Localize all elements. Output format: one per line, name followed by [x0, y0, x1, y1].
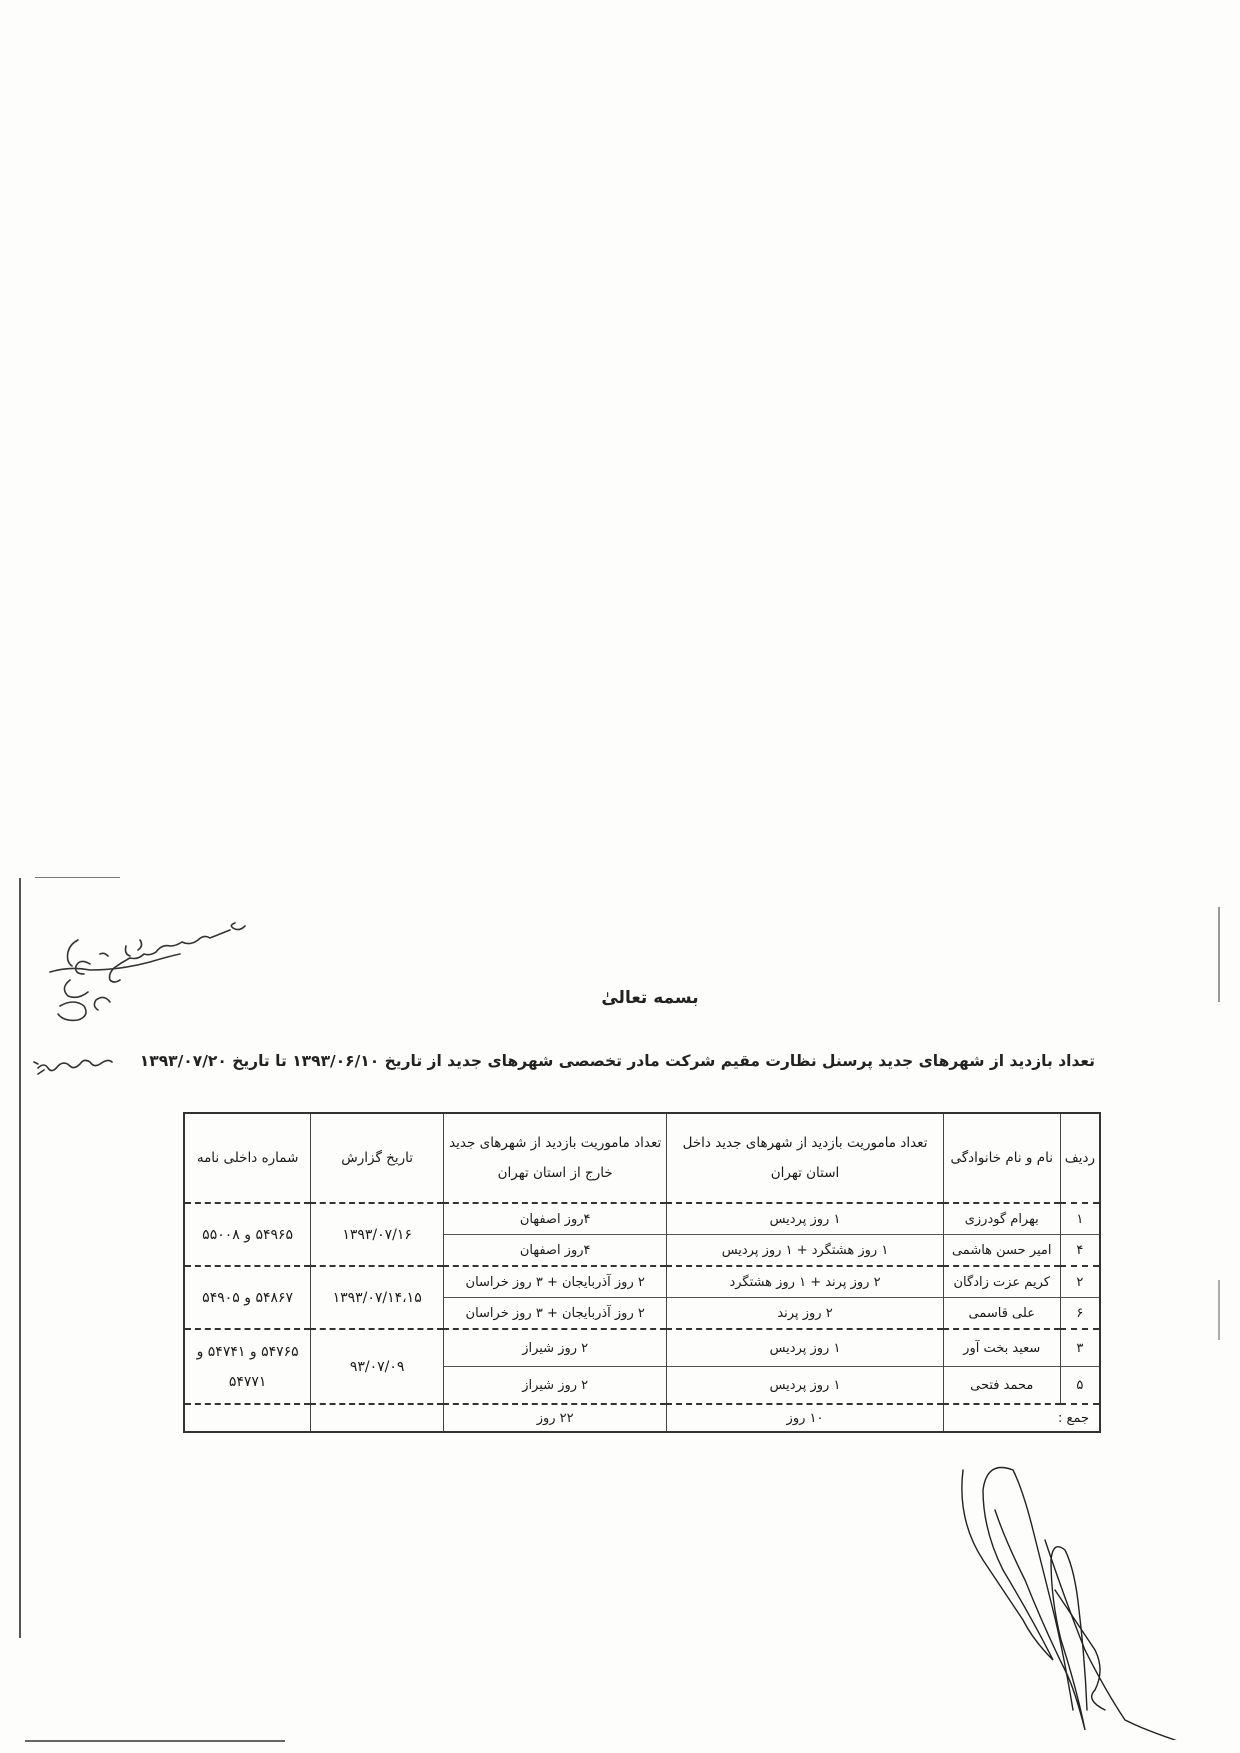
- scan-edge-line: [35, 877, 120, 878]
- scan-edge-line: [1218, 907, 1220, 1002]
- scan-edge-line: [25, 1740, 285, 1742]
- cell-radif: ۱: [1060, 1203, 1100, 1235]
- cell-name: امیر حسن هاشمی: [943, 1235, 1060, 1267]
- cell-letter-number: ۵۴۸۶۷ و ۵۴۹۰۵: [184, 1266, 311, 1329]
- scan-edge-line: [19, 878, 21, 1638]
- cell-outside: ۴روز اصفهان: [444, 1235, 667, 1267]
- table-row: [184, 1203, 1100, 1235]
- cell-outside: ۲ روز آذربایجان + ۳ روز خراسان: [444, 1298, 667, 1330]
- visits-table: [183, 1112, 1101, 1433]
- table-row: [184, 1329, 1100, 1367]
- total-empty-cell: [311, 1404, 444, 1432]
- cell-letter-number: ۵۴۷۶۵ و ۵۴۷۴۱ و ۵۴۷۷۱: [184, 1329, 311, 1404]
- table-row: [184, 1266, 1100, 1298]
- cell-outside: ۲ روز شیراز: [444, 1329, 667, 1367]
- cell-outside: ۴روز اصفهان: [444, 1203, 667, 1235]
- header-outside-province: تعداد ماموریت بازدید از شهرهای جدید خارج از استان تهران: [444, 1113, 667, 1203]
- cell-radif: ۵: [1060, 1367, 1100, 1405]
- cell-inside: ۲ روز پرند: [667, 1298, 943, 1330]
- cell-report-date: ۱۳۹۳/۰۷/۱۶: [311, 1203, 444, 1266]
- scan-edge-line: [1218, 1280, 1220, 1340]
- cell-inside: ۱ روز پردیس: [667, 1329, 943, 1367]
- cell-report-date: ۱۳۹۳/۰۷/۱۴،۱۵: [311, 1266, 444, 1329]
- total-empty-cell: [184, 1404, 311, 1432]
- cell-letter-number: ۵۴۹۶۵ و ۵۵۰۰۸: [184, 1203, 311, 1266]
- table-header-row: [184, 1113, 1100, 1203]
- cell-radif: ۶: [1060, 1298, 1100, 1330]
- total-outside: ۲۲ روز: [444, 1404, 667, 1432]
- cell-inside: ۲ روز پرند + ۱ روز هشتگرد: [667, 1266, 943, 1298]
- cell-name: محمد فتحی: [943, 1367, 1060, 1405]
- cell-radif: ۳: [1060, 1329, 1100, 1367]
- header-letter-number: شماره داخلی نامه: [184, 1113, 311, 1203]
- total-inside: ۱۰ روز: [667, 1404, 943, 1432]
- cell-inside: ۱ روز پردیس: [667, 1367, 943, 1405]
- signature: [955, 1450, 1190, 1740]
- cell-name: بهرام گودرزی: [943, 1203, 1060, 1235]
- cell-radif: ۴: [1060, 1235, 1100, 1267]
- header-radif: ردیف: [1060, 1113, 1100, 1203]
- cell-radif: ۲: [1060, 1266, 1100, 1298]
- cell-name: علی قاسمی: [943, 1298, 1060, 1330]
- header-inside-province: تعداد ماموریت بازدید از شهرهای جدید داخل استان تهران: [667, 1113, 943, 1203]
- document-title: تعداد بازدید از شهرهای جدید پرسنل نظارت مقیم شرکت مادر تخصصی شهرهای جدید از تاریخ ۱۳۹۳/۰۶/۱۰ تا تاریخ ۱۳۹۳/۰۷/۲۰: [139, 1052, 1095, 1070]
- cell-name: سعید بخت آور: [943, 1329, 1060, 1367]
- cell-report-date: ۹۳/۰۷/۰۹: [311, 1329, 444, 1404]
- cell-inside: ۱ روز پردیس: [667, 1203, 943, 1235]
- cell-outside: ۲ روز آذربایجان + ۳ روز خراسان: [444, 1266, 667, 1298]
- header-name: نام و نام خانوادگی: [943, 1113, 1060, 1203]
- cell-outside: ۲ روز شیراز: [444, 1367, 667, 1405]
- document-heading: بسمه تعالیٰ: [601, 988, 699, 1008]
- total-label: جمع :: [943, 1404, 1100, 1432]
- cell-name: کریم عزت زادگان: [943, 1266, 1060, 1298]
- table-total-row: [184, 1404, 1100, 1432]
- cell-inside: ۱ روز هشتگرد + ۱ روز پردیس: [667, 1235, 943, 1267]
- header-report-date: تاریخ گزارش: [311, 1113, 444, 1203]
